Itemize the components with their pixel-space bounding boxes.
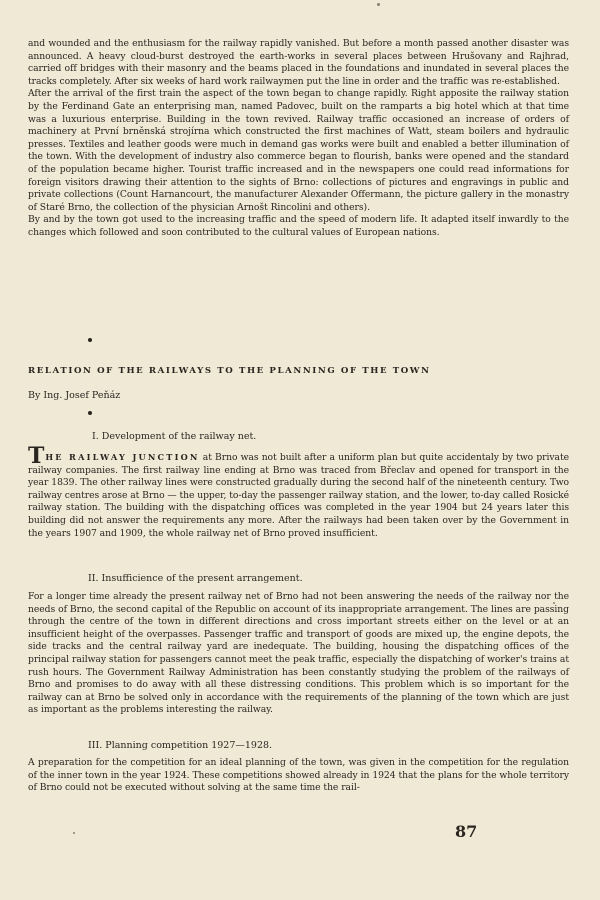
section-2-body [28, 591, 569, 717]
section-1-lead-in: HE RAILWAY JUNCTION [45, 452, 200, 462]
section-2-paragraph: For a longer time already the present railway net of Brno had not been answering the needs of the railway nor the needs of Brno, the second capital of the Republic on account of its inappropriate arrangement. The lines are passing through the centre of the town in different directions and cross important streets either on the level or at an insufficient height of the overpasses. Passenger traffic and transport of goods are mixed up, the engine depots, the side tracks and the central railway yard are inedequate. The building, housing the dispatching offices of the principal railway station for passengers cannot meet the peak traffic, especially the dispatching of worker's trains at rush hours. The Government Railway Administration has been constantly studying the problem of the railways of Brno and promises to do away with all these distressing conditions. This problem which is so important for the railway can at Brno be solved only in accordance with the requirements of the planning of the town which are just as important as the problems interesting the railway. [28, 591, 569, 716]
section-3-title: III. Planning competition 1927—1928. [88, 740, 273, 751]
drop-cap: T [28, 443, 45, 469]
section-2-title: II. Insufficience of the present arrangement. [88, 573, 303, 584]
bullet-ornament [88, 411, 92, 415]
paper-speck [553, 602, 555, 604]
section-1-body [28, 443, 569, 540]
section-3-body [28, 757, 569, 795]
paper-speck [377, 3, 380, 6]
bullet-ornament [88, 338, 92, 342]
intro-text-block [28, 38, 569, 240]
article-title: RELATION OF THE RAILWAYS TO THE PLANNING OF THE TOWN [28, 366, 431, 376]
page-number: 87 [455, 822, 478, 841]
article-byline: By Ing. Josef Peňáz [28, 390, 121, 401]
section-1-title: I. Development of the railway net. [92, 431, 257, 442]
paper-speck [73, 832, 75, 834]
section-3-paragraph: A preparation for the competition for an ideal planning of the town, was given in the competition for the regulation of the inner town in the year 1924. These competitions showed already in 1924 that the plans for the whole territory of Brno could not be executed without solving at the same time the rail- [28, 757, 569, 794]
section-1-paragraph [28, 443, 569, 540]
intro-paragraph-3: By and by the town got used to the increasing traffic and the speed of modern life. It adapted itself inwardly to the changes which followed and soon contributed to the cultural values of European nations. [28, 214, 569, 238]
section-1-text: at Brno was not built after a uniform plan but quite accidentaly by two private railway companies. The first railway line ending at Brno was traced from Břeclav and opened for transport in the year 1839. The other railway lines were constructed gradually during the second half of the nineteenth century. Two railway centres arose at Brno — the upper, to-day the passenger railway station, and the lower, to-day called Rosické railway station. The building with the dispatching offices was completed in the year 1904 but 24 years later this building did not answer the requirements any more. After the railways had been taken over by the Government in the years 1907 and 1909, the whole railway net of Brno proved insufficient. [28, 452, 569, 539]
intro-paragraph-2: After the arrival of the first train the aspect of the town began to change rapidly. Right apposite the railway station by the Ferdinand Gate an enterprising man, named Padovec, built on the ramparts a big hotel which at that time was a luxurious enterprise. Building in the town revived. Railway traffic occasioned an increase of orders of machinery at První brněnská strojírna which constructed the first machines of Watt, steam boilers and hydraulic presses. Textiles and leather goods were much in demand gas works were built and enabled a better illumination of the town. With the development of industry also commerce began to flourish, banks were opened and the standard of the population became higher. Tourist traffic increased and in the newspapers one could read informations for foreign visitors drawing their attention to the sights of Brno: collections of pictures and engravings in public and private collections (Count Harnancourt, the manufacturer Alexander Offermann, the picture gallery in the monastry of Staré Brno, the collection of the physician Arnošt Rincolini and others). [28, 88, 569, 213]
intro-paragraph-1: and wounded and the enthusiasm for the railway rapidly vanished. But before a month passed another disaster was announced. A heavy cloud-burst destroyed the earth-works in several places between Hrušovany and Rajhrad, carried off bridges with their masonry and the beams placed in the foundations and inundated in several places the tracks completely. After six weeks of hard work railwaymen put the line in order and the traffic was re-established. [28, 38, 569, 87]
